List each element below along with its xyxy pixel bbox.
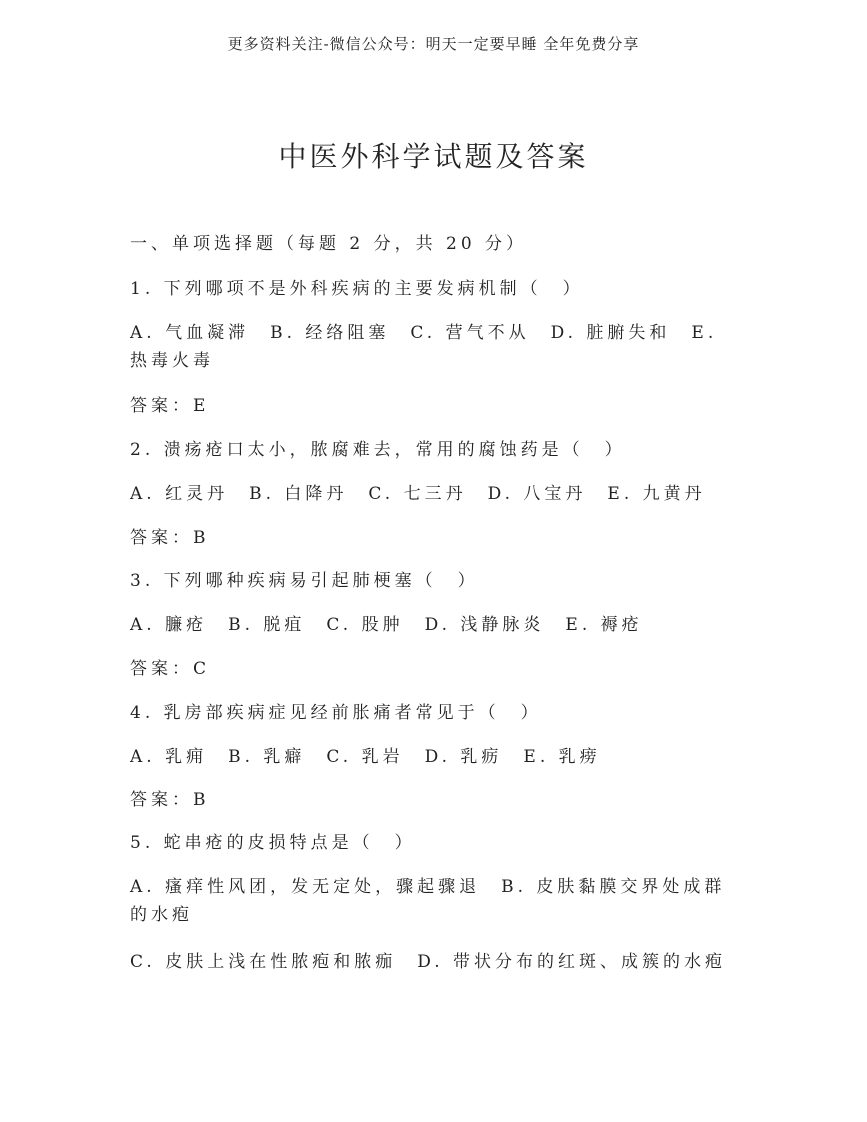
question-4: 4. 乳房部疾病症见经前胀痛者常见于（ ） bbox=[130, 703, 542, 723]
section-heading: 一、单项选择题（每题 2 分，共 20 分） bbox=[130, 234, 528, 254]
question-1: 1. 下列哪项不是外科疾病的主要发病机制（ ） bbox=[130, 279, 584, 299]
page-title: 中医外科学试题及答案 bbox=[278, 140, 589, 173]
answer-2: 答案：B bbox=[130, 528, 210, 548]
answer-1: 答案：E bbox=[130, 396, 210, 416]
options-5-ab: A. 瘙痒性风团，发无定处，骤起骤退 B. 皮肤黏膜交界处成群的水疱 bbox=[130, 877, 726, 925]
options-3: A. 臁疮 B. 脱疽 C. 股肿 D. 浅静脉炎 E. 褥疮 bbox=[130, 615, 643, 635]
question-2: 2. 溃疡疮口太小，脓腐难去，常用的腐蚀药是（ ） bbox=[130, 440, 626, 460]
answer-3: 答案：C bbox=[130, 659, 211, 679]
question-5: 5. 蛇串疮的皮损特点是（ ） bbox=[130, 833, 416, 853]
header-note: 更多资料关注-微信公众号：明天一定要早睡 全年免费分享 bbox=[227, 35, 640, 53]
options-1: A. 气血凝滞 B. 经络阻塞 C. 营气不从 D. 脏腑失和 E. 热毒火毒 bbox=[130, 323, 718, 371]
answer-4: 答案：B bbox=[130, 790, 210, 810]
options-2: A. 红灵丹 B. 白降丹 C. 七三丹 D. 八宝丹 E. 九黄丹 bbox=[130, 484, 706, 504]
options-4: A. 乳痈 B. 乳癖 C. 乳岩 D. 乳疬 E. 乳痨 bbox=[130, 747, 601, 767]
question-3: 3. 下列哪种疾病易引起肺梗塞（ ） bbox=[130, 571, 479, 591]
options-5-cd: C. 皮肤上浅在性脓疱和脓痂 D. 带状分布的红斑、成簇的水疱 bbox=[130, 952, 727, 972]
